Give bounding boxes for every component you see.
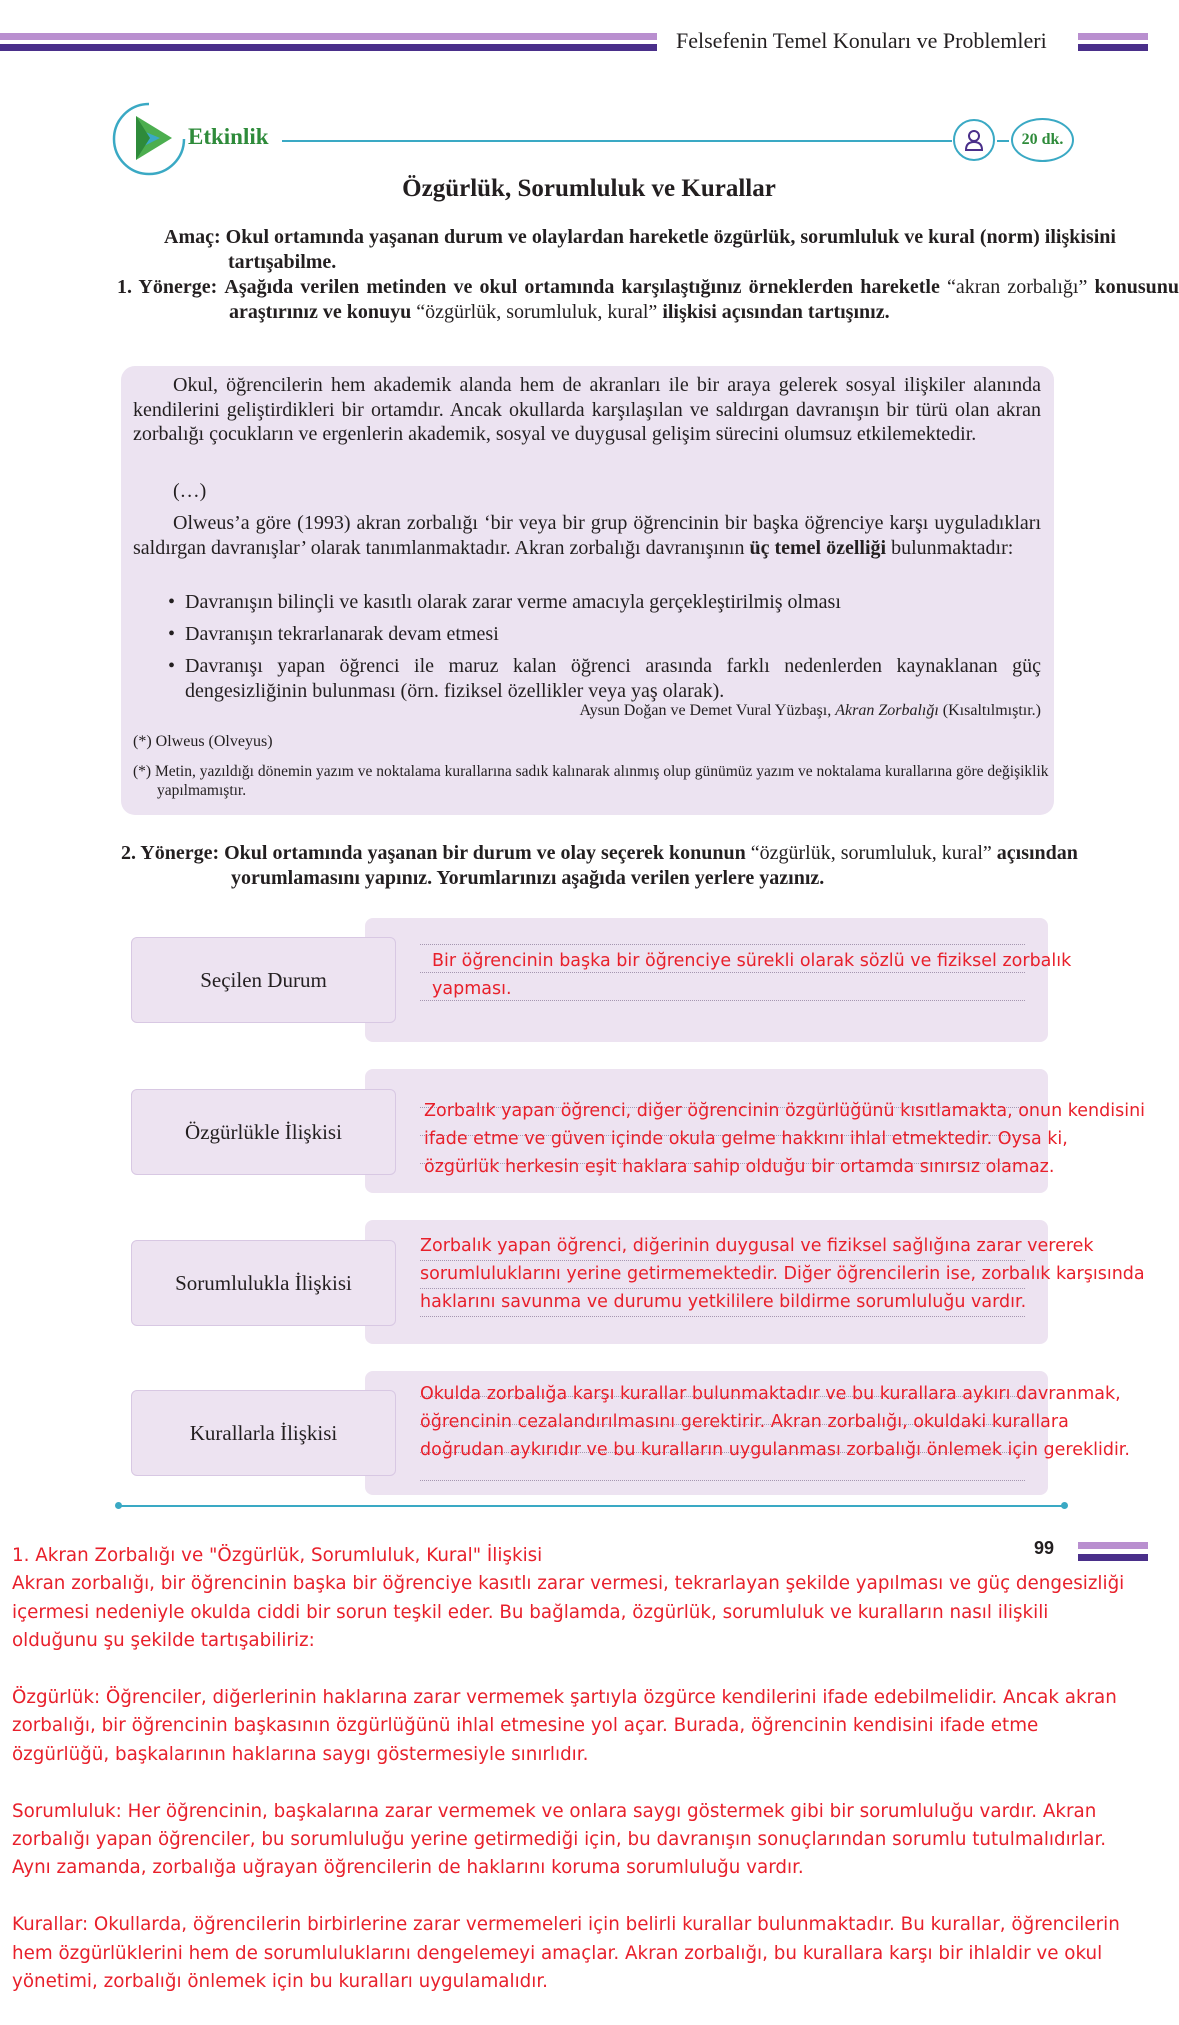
page-number: 99 <box>1034 1538 1055 1558</box>
person-icon <box>953 119 995 161</box>
activity-connector <box>997 140 1009 142</box>
essay-answer[interactable] <box>12 1542 1132 2025</box>
essay-freedom: Özgürlük: Öğrenciler, diğerlerinin haklarına zarar vermemek şartıyla özgürce kendilerini ifade edebilmelidir. Ancak akran zorbalığı, bir öğrencinin başkasının özgürlüğünü ihlal etmesine yol açar. Burada, öğrencinin kendisini ifade etme özgürlüğü, başkalarının haklarına saygı göstermesiyle sınırlıdır. <box>12 1687 1117 1765</box>
activity-divider <box>282 140 952 142</box>
aim-label: Amaç: <box>164 226 221 248</box>
footnote-2: (*) Metin, yazıldığı dönemin yazım ve noktalama kurallarına sadık kalınarak alınmış olup günümüz yazım ve noktalama kurallarına göre değişiklik yapılmamıştır. <box>133 763 1049 799</box>
bullet-dot: • <box>168 623 176 645</box>
answer-rules[interactable]: Okulda zorbalığa karşı kurallar bulunmaktadır ve bu kurallara aykırı davranmak, öğrencinin cezalandırılmasını gerektirir. Akran zorbalığı, okuldaki kurallara doğrudan aykırıdır ve bu kuralların uygulanması zorbalığı önlemek için gereklidir. <box>420 1384 1130 1460</box>
reading-paragraph-1: Okul, öğrencilerin hem akademik alanda hem de akranları ile bir araya gelerek sosyal ilişkiler alanında kendilerini geliştirdikleri bir ortamdır. Ancak okullarda karşılaşılan ve saldırgan davranışın bir türü olan akran zorbalığı çocukların ve ergenlerin akademik, sosyal ve duygusal gelişim sürecini olumsuz etkilemektedir. <box>133 374 1041 445</box>
row-label-responsibility: Sorumlulukla İlişkisi <box>131 1240 396 1326</box>
reading-p2-text-b: bulunmaktadır: <box>891 536 1014 559</box>
bottom-divider <box>118 1505 1065 1507</box>
list-item-text: Davranışın bilinçli ve kasıtlı olarak zarar verme amacıyla gerçekleştirilmiş olması <box>185 591 841 613</box>
header-stripe-bottom-right <box>1078 44 1148 51</box>
source-authors: Aysun Doğan ve Demet Vural Yüzbaşı, <box>579 702 832 719</box>
header-stripe-top-left <box>0 33 657 40</box>
instruction1-paragraph <box>117 275 1179 325</box>
page-title: Özgürlük, Sorumluluk ve Kurallar <box>402 175 776 202</box>
reading-p2-bold: üç temel özelliği <box>749 536 887 559</box>
row-label-selected-situation: Seçilen Durum <box>131 937 396 1023</box>
answer-freedom[interactable]: Zorbalık yapan öğrenci, diğer öğrencinin özgürlüğünü kısıtlamakta, onun kendisini ifade etme ve güven içinde okula gelme hakkını ihlal etmektedir. Oysa ki, özgürlük herkesin eşit haklara sahip olduğu bir ortamda sınırsız olamaz. <box>424 1101 1146 1177</box>
instruction1-quote2: “özgürlük, sorumluluk, kural” <box>416 301 658 323</box>
reading-source <box>133 702 1041 720</box>
instruction2-quote: “özgürlük, sorumluluk, kural” <box>750 842 992 864</box>
footnote-1: (*) Olweus (Olveyus) <box>133 733 273 750</box>
list-item-text: Davranışın tekrarlanarak devam etmesi <box>185 623 499 645</box>
source-book: Akran Zorbalığı <box>835 702 939 719</box>
chapter-title: Felsefenin Temel Konuları ve Problemleri <box>676 28 1047 53</box>
essay-responsibility: Sorumluluk: Her öğrencinin, başkalarına zarar vermemek ve onlara saygı göstermek gibi bir sorumluluğu vardır. Akran zorbalığı yapan öğrenciler, bu sorumluluğu yerine getirmediği için, bu davranışın sonuçlarından sorumlu tutulmalıdırlar. Aynı zamanda, zorbalığa uğrayan öğrencilerin de haklarını koruma sorumluluğu vardır. <box>12 1800 1107 1879</box>
answer-line <box>420 1316 1025 1317</box>
row-label-rules: Kurallarla İlişkisi <box>131 1390 396 1476</box>
reading-paragraph-2 <box>133 511 1041 560</box>
header-stripe-bottom-left <box>0 44 657 51</box>
row-label-freedom: Özgürlükle İlişkisi <box>131 1089 396 1175</box>
instruction1-part2: konusunu araştırınız ve konuyu <box>229 276 1179 323</box>
answer-line <box>420 1480 1025 1481</box>
instruction2-part1: Okul ortamında yaşanan bir durum ve olay seçerek konunun <box>224 842 746 864</box>
aim-text: Okul ortamında yaşanan durum ve olaylardan hareketle özgürlük, sorumluluk ve kural (norm) ilişkisini tartışabilme. <box>225 226 1116 273</box>
instruction2-paragraph <box>121 841 1171 891</box>
bullet-dot: • <box>168 655 176 677</box>
list-item <box>168 654 1041 704</box>
list-item-text: Davranışı yapan öğrenci ile maruz kalan öğrenci arasında farklı nedenlerden kaynaklanan güç dengesizliğinin bulunması (örn. fiziksel özellikler veya yaş olarak). <box>185 655 1041 702</box>
instruction1-quote1: “akran zorbalığı” <box>946 276 1088 298</box>
list-item <box>168 590 1041 615</box>
instruction1-part3: ilişkisi açısından tartışınız. <box>662 301 890 323</box>
reading-ellipsis: (…) <box>173 480 207 502</box>
essay-heading: 1. Akran Zorbalığı ve "Özgürlük, Sorumluluk, Kural" İlişkisi <box>12 1545 543 1566</box>
instruction2-part2: açısından yorumlamasını yapınız. Yorumlarınızı aşağıda verilen yerlere yazınız. <box>231 842 1078 889</box>
duration-badge: 20 dk. <box>1011 118 1074 162</box>
aim-paragraph <box>164 225 1128 275</box>
list-item <box>168 622 1041 647</box>
answer-line <box>420 944 1025 945</box>
source-note: (Kısaltılmıştır.) <box>942 702 1041 719</box>
essay-rules: Kurallar: Okullarda, öğrencilerin birbirlerine zarar vermemeleri için belirli kurallar bulunmaktadır. Bu kurallar, öğrencilerin hem özgürlüklerini hem de sorumluluklarını dengelemeyi amaçlar. Akran zorbalığı, bu kurallara karşı bir ihlaldir ve okul yönetimi, zorbalığı önlemek için bu kuralları uygulamalıdır. <box>12 1914 1120 1993</box>
answer-responsibility[interactable]: Zorbalık yapan öğrenci, diğerinin duygusal ve fiziksel sağlığına zarar vererek sorumluluklarını yerine getirmemektedir. Diğer öğrencilerin ise, zorbalık karşısında haklarını savunma ve durumu yetkililere bildirme sorumluluğu vardır. <box>420 1236 1145 1312</box>
bullet-dot: • <box>168 591 176 613</box>
answer-selected-situation[interactable]: Bir öğrencinin başka bir öğrenciye sürekli olarak sözlü ve fiziksel zorbalık yapması. <box>432 951 1072 999</box>
activity-label: Etkinlik <box>188 124 269 149</box>
instruction2-label: 2. Yönerge: <box>121 842 220 864</box>
header-stripe-top-right <box>1078 33 1148 40</box>
essay-intro: Akran zorbalığı, bir öğrencinin başka bir öğrenciye kasıtlı zarar vermesi, tekrarlayan şekilde yapılması ve güç dengesizliği içermesi nedeniyle okulda ciddi bir sorun teşkil eder. Bu bağlamda, özgürlük, sorumluluk ve kuralların nasıl ilişkili olduğunu şu şekilde tartışabiliriz: <box>12 1573 1125 1652</box>
reading-p2-text-a: Olweus’a göre (1993) akran zorbalığı ‘bir veya bir grup öğrencinin bir başka öğrenciye karşı uyguladıkları saldırgan davranışlar’ olarak tanımlanmaktadır. Akran zorbalığı davranışının <box>133 512 1041 559</box>
instruction1-label: 1. Yönerge: <box>117 276 218 298</box>
activity-logo-icon <box>110 100 188 178</box>
instruction1-part1: Aşağıda verilen metinden ve okul ortamında karşılaştığınız örneklerden hareketle <box>224 276 940 298</box>
